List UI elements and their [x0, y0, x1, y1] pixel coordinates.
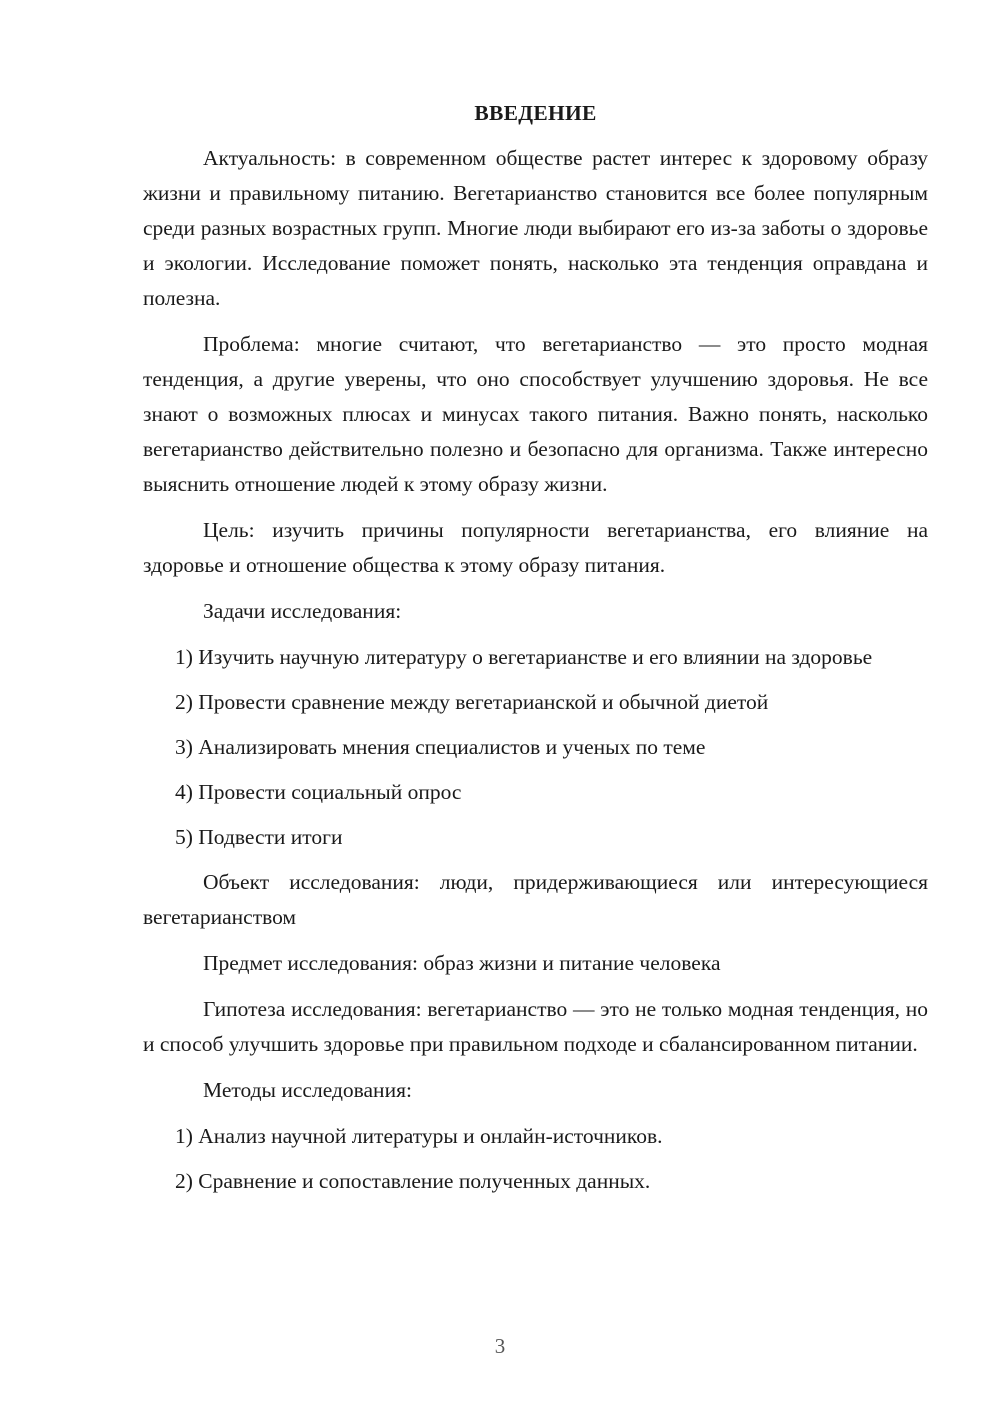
list-item: 3) Анализировать мнения специалистов и ученых по теме — [175, 735, 706, 759]
list-item: 4) Провести социальный опрос — [175, 780, 462, 804]
relevance-paragraph: Актуальность: в современном обществе растет интерес к здоровому образу жизни и правильному питанию. Вегетарианство становится все более популярным среди разных возрастных групп. Многие люди выбирают его из-за заботы о здоровье и экологии. Исследование поможет понять, насколько эта тенденция оправдана и полезна. — [143, 146, 928, 310]
methods-heading: Методы исследования: — [203, 1078, 412, 1102]
tasks-heading: Задачи исследования: — [203, 599, 402, 623]
page-number: 3 — [494, 1334, 506, 1358]
hypothesis-paragraph: Гипотеза исследования: вегетарианство — это не только модная тенденция, но и способ улучшить здоровье при правильном подходе и сбалансированном питании. — [143, 997, 928, 1056]
tasks-list — [143, 640, 928, 855]
page-title: ВВЕДЕНИЕ — [474, 101, 597, 125]
methods-list — [143, 1119, 928, 1199]
list-item: 2) Провести сравнение между вегетарианской и обычной диетой — [175, 690, 769, 714]
list-item: 1) Анализ научной литературы и онлайн-источников. — [175, 1124, 663, 1148]
problem-paragraph: Проблема: многие считают, что вегетарианство — это просто модная тенденция, а другие уверены, что оно способствует улучшению здоровья. Не все знают о возможных плюсах и минусах такого питания. Важно понять, насколько вегетарианство действительно полезно и безопасно для организма. Также интересно выяснить отношение людей к этому образу жизни. — [143, 332, 928, 496]
document-page — [143, 96, 928, 1209]
subject-paragraph: Предмет исследования: образ жизни и питание человека — [203, 951, 721, 975]
list-item: 5) Подвести итоги — [175, 825, 343, 849]
object-paragraph: Объект исследования: люди, придерживающиеся или интересующиеся вегетарианством — [143, 870, 928, 929]
goal-paragraph: Цель: изучить причины популярности вегетарианства, его влияние на здоровье и отношение общества к этому образу питания. — [143, 518, 928, 577]
list-item: 2) Сравнение и сопоставление полученных данных. — [175, 1169, 651, 1193]
list-item: 1) Изучить научную литературу о вегетарианстве и его влиянии на здоровье — [175, 645, 873, 669]
